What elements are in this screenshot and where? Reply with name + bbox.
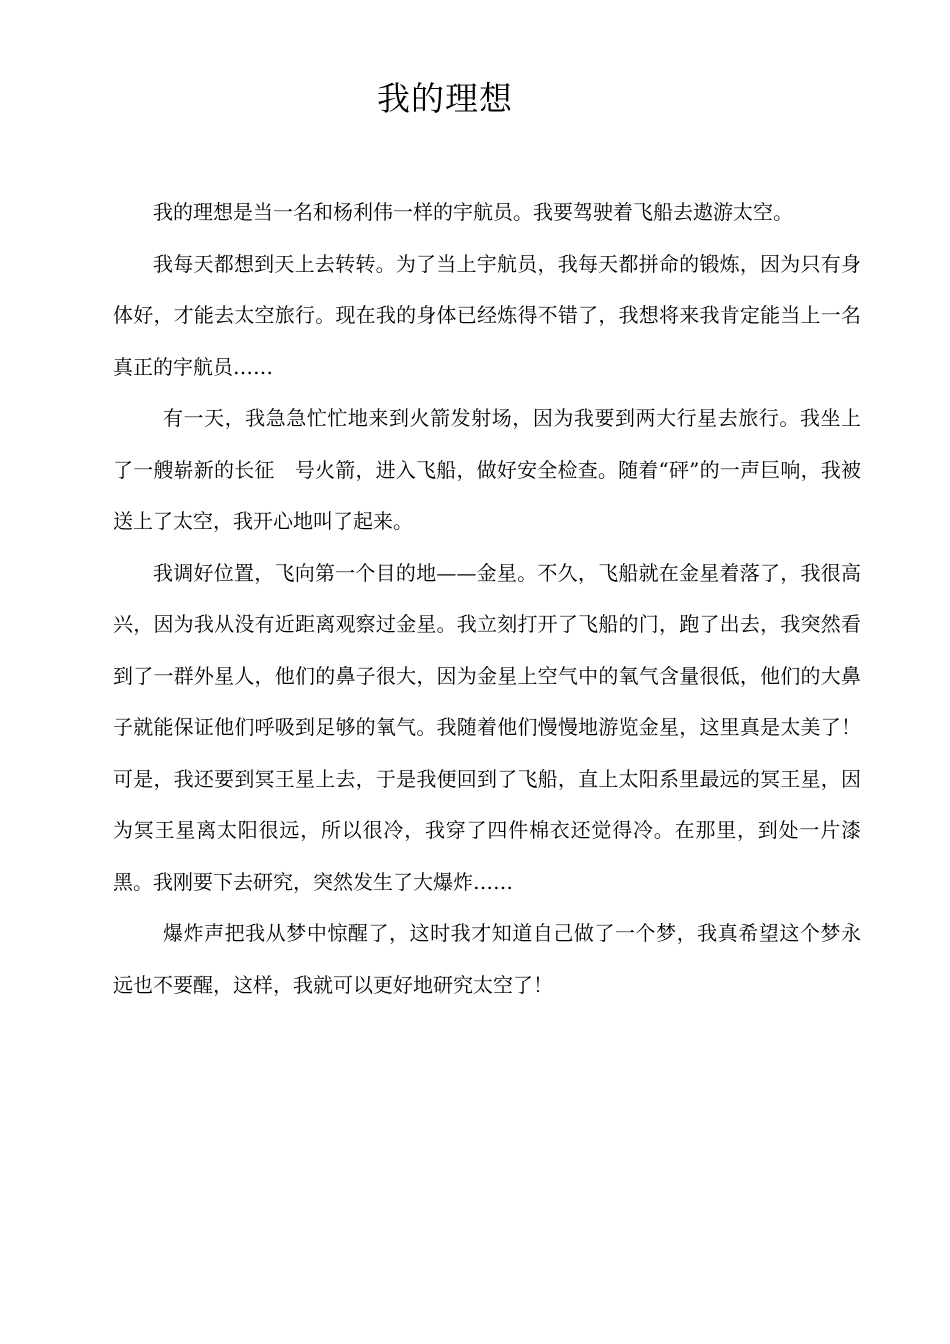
paragraph-3: 有一天，我急急忙忙地来到火箭发射场，因为我要到两大行星去旅行。我坐上了一艘崭新的长征 号火箭，进入飞船，做好安全检查。随着“砰”的一声巨响，我被送上了太空，我开心地叫了起来。: [113, 406, 861, 533]
document-body: [113, 187, 861, 1011]
paragraph-5: 爆炸声把我从梦中惊醒了，这时我才知道自己做了一个梦，我真希望这个梦永远也不要醒，这样，我就可以更好地研究太空了！: [113, 921, 861, 997]
paragraph-2: 我每天都想到天上去转转。为了当上宇航员，我每天都拼命的锻炼，因为只有身体好，才能去太空旅行。现在我的身体已经炼得不错了，我想将来我肯定能当上一名真正的宇航员……: [113, 251, 861, 379]
paragraph-1: 我的理想是当一名和杨利伟一样的宇航员。我要驾驶着飞船去遨游太空。: [153, 200, 793, 224]
paragraph-4: 我调好位置，飞向第一个目的地——金星。不久，飞船就在金星着落了，我很高兴，因为我从没有近距离观察过金星。我立刻打开了飞船的门，跑了出去，我突然看到了一群外星人，他们的鼻子很大，因为金星上空气中的氧气含量很低，他们的大鼻子就能保证他们呼吸到足够的氧气。我随着他们慢慢地游览金星，这里真是太美了！可是，我还要到冥王星上去，于是我便回到了飞船，直上太阳系里最远的冥王星，因为冥王星离太阳很远，所以很冷，我穿了四件棉衣还觉得冷。在那里，到处一片漆黑。我刚要下去研究，突然发生了大爆炸……: [113, 560, 861, 894]
document-title: 我的理想: [377, 79, 513, 118]
